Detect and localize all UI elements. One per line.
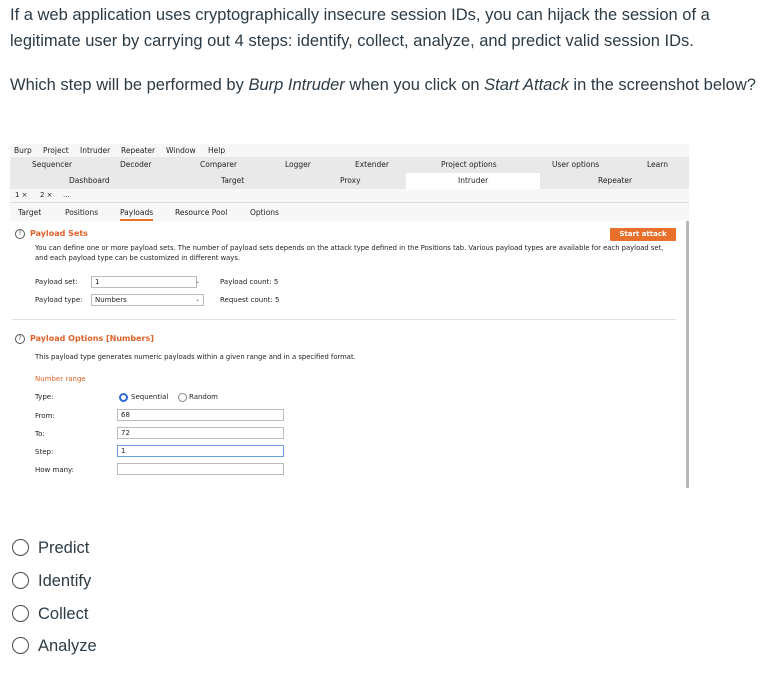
radio-button[interactable]	[12, 605, 29, 622]
prompt-part-1: Which step will be performed by	[10, 76, 249, 94]
menu-help[interactable]: Help	[208, 146, 226, 155]
menu-repeater[interactable]: Repeater	[121, 146, 156, 155]
prompt-part-3: in the screenshot below?	[568, 76, 756, 94]
burp-screenshot	[10, 144, 689, 488]
attack-tab-1[interactable]: 1 ×	[15, 191, 28, 199]
option-label: Predict	[38, 539, 90, 557]
how-many-input[interactable]	[117, 463, 284, 475]
tool-logger[interactable]: Logger	[285, 160, 311, 169]
payload-options-description: This payload type generates numeric payloads within a given range and in a specified format.	[35, 353, 356, 361]
prompt-start-attack: Start Attack	[484, 76, 569, 94]
subtab-target[interactable]: Target	[18, 208, 42, 217]
subtab-options[interactable]: Options	[250, 208, 279, 217]
how-many-label: How many:	[35, 466, 75, 474]
radio-button[interactable]	[12, 637, 29, 654]
prompt-burp-intruder: Burp Intruder	[248, 76, 345, 94]
chevron-down-icon: ⌄	[195, 296, 201, 303]
to-input[interactable]: 72	[117, 427, 284, 439]
payload-sets-description: You can define one or more payload sets. The number of payload sets depends on the attack type defined in the Positions tab. Various payload types are available for each payload set, and each payload type can be customized in different ways.	[35, 244, 664, 262]
sequential-label: Sequential	[131, 393, 169, 401]
tool-repeater[interactable]: Repeater	[598, 176, 633, 185]
subtab-resource-pool[interactable]: Resource Pool	[175, 208, 228, 217]
intruder-sub-tabs	[10, 203, 689, 221]
payload-type-select[interactable]: Numbers	[91, 294, 204, 306]
payload-sets-title: Payload Sets	[30, 229, 88, 238]
payload-count: Payload count: 5	[220, 278, 279, 286]
radio-button[interactable]	[12, 572, 29, 589]
option-label: Collect	[38, 605, 89, 623]
attack-tab-more[interactable]: ...	[63, 191, 70, 199]
tool-intruder[interactable]: Intruder	[458, 176, 489, 185]
tool-target[interactable]: Target	[221, 176, 245, 185]
tool-extender[interactable]: Extender	[355, 160, 389, 169]
tool-learn[interactable]: Learn	[647, 160, 668, 169]
divider	[12, 319, 676, 320]
menu-bar	[10, 144, 689, 157]
menu-intruder[interactable]: Intruder	[80, 146, 111, 155]
tool-sequencer[interactable]: Sequencer	[32, 160, 73, 169]
payload-set-label: Payload set:	[35, 278, 78, 286]
random-label: Random	[189, 393, 218, 401]
tool-comparer[interactable]: Comparer	[200, 160, 238, 169]
tool-dashboard[interactable]: Dashboard	[69, 176, 110, 185]
scrollbar[interactable]	[686, 221, 689, 488]
option-label: Identify	[38, 572, 92, 590]
start-attack-button[interactable]: Start attack	[610, 228, 676, 241]
question-prompt	[10, 72, 760, 98]
payload-type-label: Payload type:	[35, 296, 83, 304]
option-label: Analyze	[38, 637, 97, 655]
question-text: If a web application uses cryptographically insecure session IDs, you can hijack the session of a legitimate user by carrying out 4 steps: identify, collect, analyze, and predict valid session IDs.	[10, 6, 710, 50]
chevron-down-icon: ⌄	[195, 278, 201, 285]
tool-decoder[interactable]: Decoder	[120, 160, 152, 169]
menu-burp[interactable]: Burp	[14, 146, 32, 155]
type-label: Type:	[35, 393, 54, 401]
tool-tabs	[10, 157, 689, 189]
from-label: From:	[35, 412, 55, 420]
step-label: Step:	[35, 448, 54, 456]
from-input[interactable]: 68	[117, 409, 284, 421]
help-icon[interactable]: ?	[15, 334, 25, 344]
tool-proxy[interactable]: Proxy	[340, 176, 361, 185]
request-count: Request count: 5	[220, 296, 280, 304]
tool-project-options[interactable]: Project options	[441, 160, 497, 169]
radio-button[interactable]	[12, 539, 29, 556]
number-range-label: Number range	[35, 375, 86, 383]
payload-set-select[interactable]: 1	[91, 276, 197, 288]
tool-user-options[interactable]: User options	[552, 160, 600, 169]
help-icon[interactable]: ?	[15, 229, 25, 239]
sequential-radio[interactable]	[119, 393, 128, 402]
payload-options-title: Payload Options [Numbers]	[30, 334, 154, 343]
random-radio[interactable]	[178, 393, 187, 402]
attack-tabs	[10, 189, 689, 203]
to-label: To:	[35, 430, 45, 438]
step-input[interactable]: 1	[117, 445, 284, 457]
subtab-positions[interactable]: Positions	[65, 208, 99, 217]
attack-tab-2[interactable]: 2 ×	[40, 191, 53, 199]
menu-project[interactable]: Project	[43, 146, 69, 155]
prompt-part-2: when you click on	[344, 76, 485, 94]
menu-window[interactable]: Window	[166, 146, 196, 155]
subtab-payloads[interactable]: Payloads	[120, 208, 153, 221]
